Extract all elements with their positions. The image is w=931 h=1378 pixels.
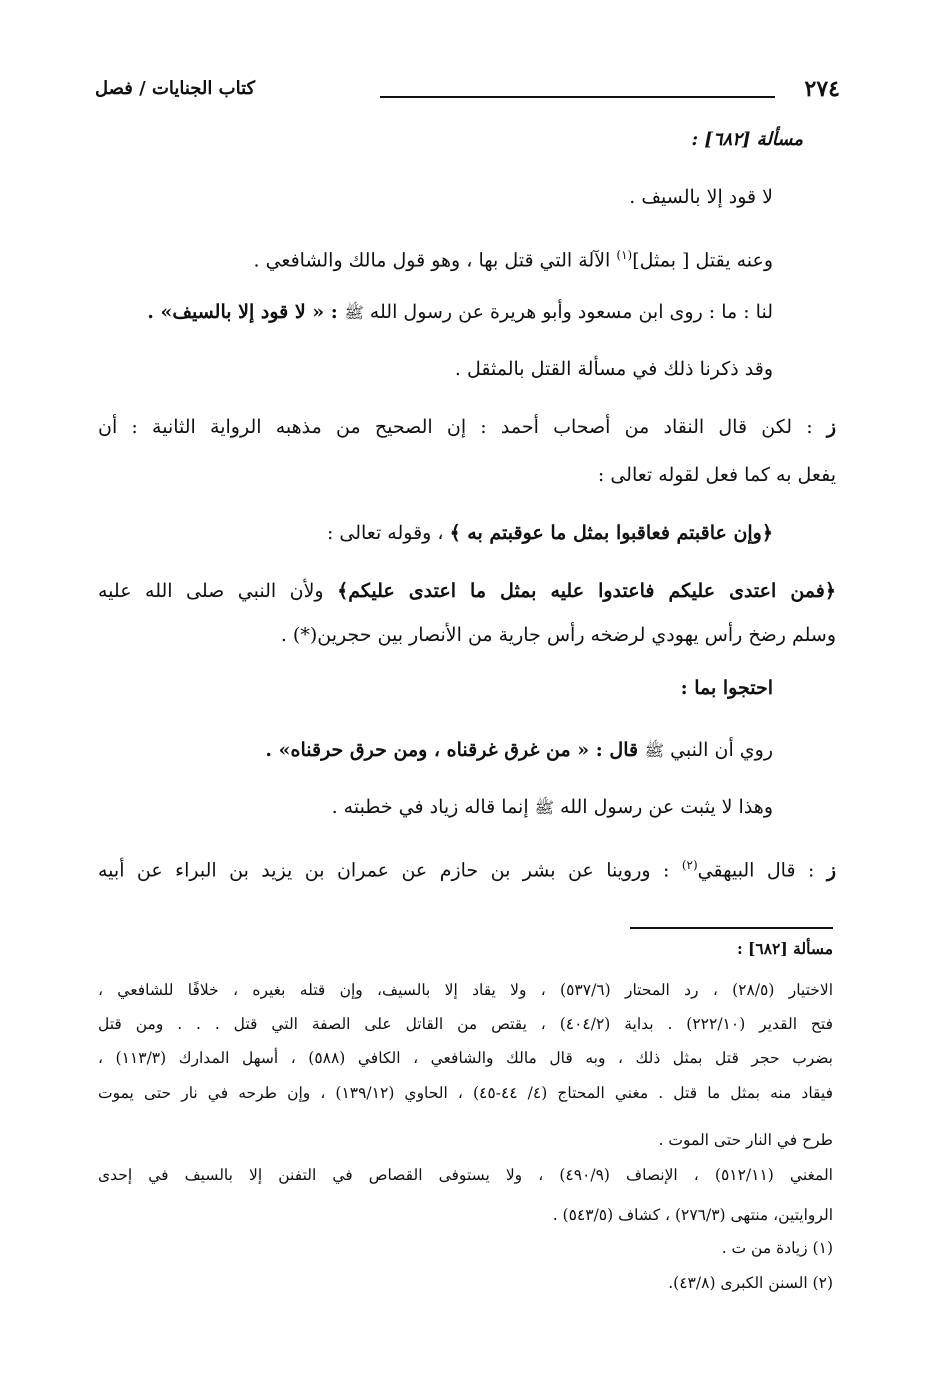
header-rule	[380, 96, 775, 98]
footnote-title: مسألة [٦٨٢] :	[736, 939, 833, 958]
footnote-ref-2: (٢)	[681, 858, 698, 872]
issue-title: مسألة [٦٨٢] :	[691, 129, 803, 150]
page-header	[95, 76, 840, 116]
hadith-quote-2: قال : « من غرق غرقناه ، ومن حرق حرقناه» .	[265, 739, 645, 761]
footnote-line-2: فتح القدير (٢٢٢/١٠) . بداية (٤٠٤/٢) ، يقتص من القاتل على الصفة التي قتل . . . ومن قتل	[98, 1015, 834, 1033]
text-line-2-end: الآلة التي قتل بها ، وهو قول مالك والشافعي .	[253, 249, 617, 272]
text-line-13-end: : وروينا عن بشر بن حازم عن عمران بن يزيد بن البراء عن أبيه	[98, 859, 682, 882]
footnote-2: (٢) السنن الكبرى (٤٣/٨).	[668, 1274, 833, 1292]
text-line-8-end: ولأن النبي صلى الله عليه	[98, 580, 338, 602]
salutation-icon: ﷺ	[534, 798, 554, 817]
text-line-6: يفعل به كما فعل لقوله تعالى :	[597, 464, 836, 486]
quran-verse-1: ﴿وإن عاقبتم فعاقبوا بمثل ما عوقبتم به ﴾	[449, 522, 773, 544]
footnote-line-6: المغني (٥١٢/١١) ، الإنصاف (٤٩٠/٩) ، ولا يستوفى القصاص في التفنن إلا بالسيف في إحدى	[98, 1166, 833, 1184]
text-line-13-start: : قال البيهقي	[697, 859, 827, 882]
footnote-ref-1: (١)	[616, 248, 633, 262]
text-line-2-start: وعنه يقتل [ بمثل]	[632, 249, 773, 272]
section-mark: ز	[826, 859, 837, 882]
hadith-quote: : « لا قود إلا بالسيف» .	[147, 301, 345, 323]
text-line-3	[147, 298, 773, 327]
text-line-12-end: إنما قاله زياد في خطبته .	[331, 796, 535, 818]
text-line-5-body: : لكن قال النقاد من أصحاب أحمد : إن الصحيح من مذهبه الرواية الثانية : أن	[98, 416, 827, 438]
footnote-divider	[630, 927, 833, 929]
text-line-5	[98, 413, 836, 441]
text-line-4: وقد ذكرنا ذلك في مسألة القتل بالمثقل .	[454, 358, 773, 380]
quran-verse-2: ﴿فمن اعتدى عليكم فاعتدوا عليه بمثل ما اعتدى عليكم﴾	[337, 580, 836, 602]
footnote-line-4: فيقاد منه بمثل ما قتل . مغني المحتاج (٤/ ٤٤-٤٥) ، الحاوي (١٣٩/١٢) ، وإن طرحه في نار حتى يموت	[98, 1084, 833, 1102]
text-line-7-end: ، وقوله تعالى :	[326, 522, 450, 544]
text-line-10: احتجوا بما :	[680, 677, 773, 699]
footnote-line-3: بضرب حجر قتل بمثل ذلك ، وبه قال مالك والشافعي ، الكافي (٥٨٨) ، أسهل المدارك (١١٣/٣) ،	[98, 1049, 833, 1067]
text-line-1: لا قود إلا بالسيف .	[629, 186, 773, 208]
footnote-1: (١) زيادة من ت .	[721, 1239, 833, 1257]
footnote-line-5: طرح في النار حتى الموت .	[658, 1131, 833, 1149]
page-number: ٢٧٤	[804, 76, 840, 102]
salutation-icon: ﷺ	[644, 741, 665, 760]
text-line-9: وسلم رضخ رأس يهودي لرضخه رأس جارية من الأنصار بين حجرين(*) .	[280, 624, 836, 646]
text-line-13	[98, 851, 836, 884]
text-line-3-start: لنا : ما : روى ابن مسعود وأبو هريرة عن رسول الله	[363, 301, 773, 323]
text-line-8	[98, 577, 836, 605]
text-line-12-start: وهذا لا يثبت عن رسول الله	[554, 796, 773, 818]
text-line-2	[253, 241, 773, 274]
footnote-line-1: الاختيار (٢٨/٥) ، رد المحتار (٥٣٧/٦) ، ولا يقاد إلا بالسيف، وإن قتله بغيره ، خلافًا للشافعي ،	[98, 981, 834, 999]
text-line-7	[327, 519, 773, 547]
section-mark: ز	[826, 416, 836, 438]
running-title: كتاب الجنايات / فصل	[95, 78, 256, 99]
text-line-11-start: روي أن النبي	[664, 739, 773, 761]
salutation-icon: ﷺ	[344, 303, 364, 322]
text-line-11	[265, 736, 773, 765]
text-line-12	[332, 793, 773, 822]
footnote-line-7: الروايتين، منتهى (٢٧٦/٣) ، كشاف (٥٤٣/٥) .	[552, 1206, 833, 1224]
